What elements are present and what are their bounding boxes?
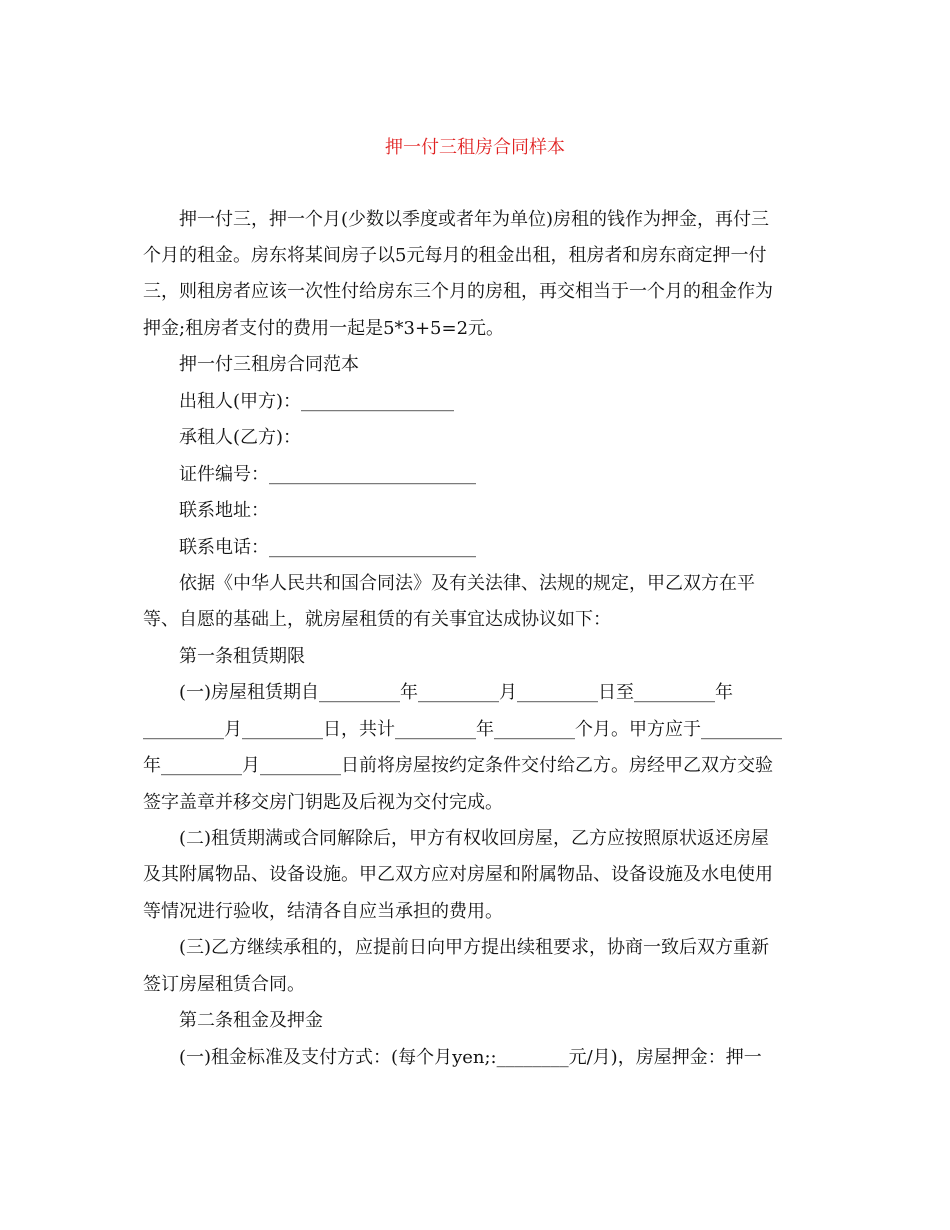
lessor-field: 出租人(甲方)：_________________ bbox=[179, 391, 455, 412]
paragraph-line: (三)乙方继续承租的，应提前日向甲方提出续租要求，协商一致后双方重新 bbox=[179, 937, 770, 958]
paragraph-line: (二)租赁期满或合同解除后，甲方有权收回房屋，乙方应按照原状返还房屋 bbox=[179, 828, 770, 849]
paragraph-line: 等、自愿的基础上，就房屋租赁的有关事宜达成协议如下： bbox=[143, 609, 611, 630]
document-title: 押一付三租房合同样本 bbox=[385, 137, 565, 158]
paragraph-line: 个月的租金。房东将某间房子以5元每月的租金出租，租房者和房东商定押一付 bbox=[143, 245, 767, 266]
paragraph-line: _________月_________日，共计_________年_________个月。甲方应于_________ bbox=[143, 719, 782, 740]
paragraph-line: 押一付三，押一个月(少数以季度或者年为单位)房租的钱作为押金，再付三 bbox=[179, 209, 770, 230]
paragraph-line: 签订房屋租赁合同。 bbox=[143, 974, 305, 995]
section-heading: 押一付三租房合同范本 bbox=[179, 354, 359, 375]
paragraph-line: 等情况进行验收，结清各自应当承担的费用。 bbox=[143, 901, 503, 922]
id-number-field: 证件编号：_______________________ bbox=[179, 464, 476, 485]
article-heading: 第二条租金及押金 bbox=[179, 1010, 323, 1031]
paragraph-line: (一)房屋租赁期自_________年_________月_________日至_________年 bbox=[179, 682, 734, 703]
phone-field: 联系电话：_______________________ bbox=[179, 537, 476, 558]
address-field: 联系地址： bbox=[179, 500, 269, 521]
paragraph-line: 依据《中华人民共和国合同法》及有关法律、法规的规定，甲乙双方在平 bbox=[179, 573, 755, 594]
paragraph-line: 押金;租房者支付的费用一起是5*3+5=2元。 bbox=[143, 318, 505, 339]
article-heading: 第一条租赁期限 bbox=[179, 646, 305, 667]
lessee-field: 承租人(乙方)： bbox=[179, 427, 302, 448]
paragraph-line: 签字盖章并移交房门钥匙及后视为交付完成。 bbox=[143, 792, 503, 813]
paragraph-line: 年_________月_________日前将房屋按约定条件交付给乙方。房经甲乙双方交验 bbox=[143, 755, 773, 776]
paragraph-line: 及其附属物品、设备设施。甲乙双方应对房屋和附属物品、设备设施及水电使用 bbox=[143, 864, 773, 885]
paragraph-line: (一)租金标准及支付方式：(每个月yen;:________元/月)，房屋押金：押一 bbox=[179, 1047, 762, 1068]
paragraph-line: 三，则租房者应该一次性付给房东三个月的房租，再交相当于一个月的租金作为 bbox=[143, 281, 773, 302]
